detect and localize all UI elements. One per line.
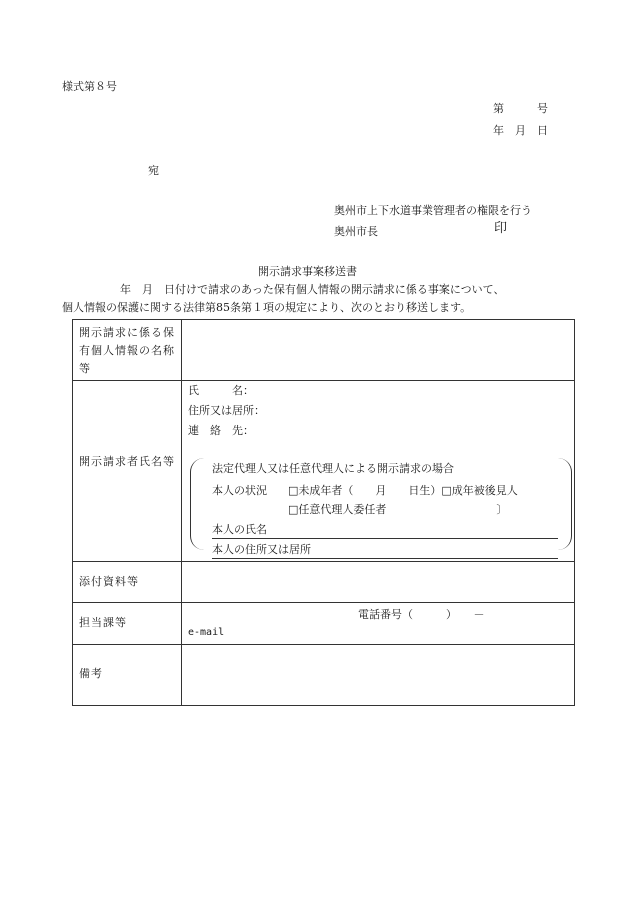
requester-details-cell bbox=[182, 381, 575, 562]
row-label-attachments: 添付資料等 bbox=[79, 575, 139, 588]
seal-mark: 印 bbox=[494, 221, 508, 236]
email-label: e-mail bbox=[188, 627, 225, 638]
table-row bbox=[73, 603, 575, 645]
name-label: 氏 名： bbox=[188, 384, 254, 397]
form-number: 様式第８号 bbox=[62, 80, 117, 93]
status-prefix: 本人の状況 bbox=[212, 484, 267, 497]
label-cell bbox=[73, 645, 182, 706]
label-cell bbox=[73, 603, 182, 645]
addressee-suffix: 宛 bbox=[148, 164, 159, 177]
document-number: 第 号 bbox=[493, 102, 548, 115]
table-row bbox=[73, 645, 575, 706]
contact-label: 連 絡 先： bbox=[188, 424, 254, 437]
label-cell bbox=[73, 381, 182, 562]
label-cell bbox=[73, 562, 182, 603]
document-date: 年 月 日 bbox=[493, 124, 548, 137]
intro-line-1: 年 月 日付けで請求のあった保有個人情報の開示請求に係る事案について、 bbox=[120, 283, 505, 296]
sender-title: 奥州市上下水道事業管理者の権限を行う bbox=[334, 204, 532, 217]
table-row bbox=[73, 320, 575, 381]
phone-label: 電話番号（ ） － bbox=[358, 608, 485, 621]
proxy-heading: 法定代理人又は任意代理人による開示請求の場合 bbox=[212, 462, 454, 475]
person-name-label: 本人の氏名 bbox=[212, 523, 267, 536]
row-label-department: 担当課等 bbox=[79, 616, 127, 629]
address-label: 住所又は居所： bbox=[188, 404, 265, 417]
value-cell bbox=[182, 562, 575, 603]
value-cell bbox=[182, 320, 575, 381]
value-cell bbox=[182, 645, 575, 706]
person-address-label: 本人の住所又は居所 bbox=[212, 543, 311, 556]
sender-name: 奥州市長 bbox=[334, 225, 378, 238]
status-options-line-2: □任意代理人委任者 〕 bbox=[288, 503, 508, 516]
person-name-underline bbox=[212, 538, 558, 539]
row-label-requester: 開示請求者氏名等 bbox=[79, 455, 175, 468]
intro-line-2: 個人情報の保護に関する法律第85条第１項の規定により、次のとおり移送します。 bbox=[62, 301, 472, 314]
table-row bbox=[73, 381, 575, 562]
row-label-remarks: 備考 bbox=[79, 667, 103, 680]
department-details-cell bbox=[182, 603, 575, 645]
person-address-underline bbox=[212, 558, 558, 559]
label-cell bbox=[73, 320, 182, 381]
table-row bbox=[73, 562, 575, 603]
row-label-info-name: 開示請求に係る保有個人情報の名称等 bbox=[79, 326, 175, 375]
document-title: 開示請求事案移送書 bbox=[258, 265, 357, 278]
transfer-form-table bbox=[72, 319, 575, 706]
status-options-line-1: □未成年者（ 月 日生）□成年被後見人 bbox=[288, 484, 518, 497]
